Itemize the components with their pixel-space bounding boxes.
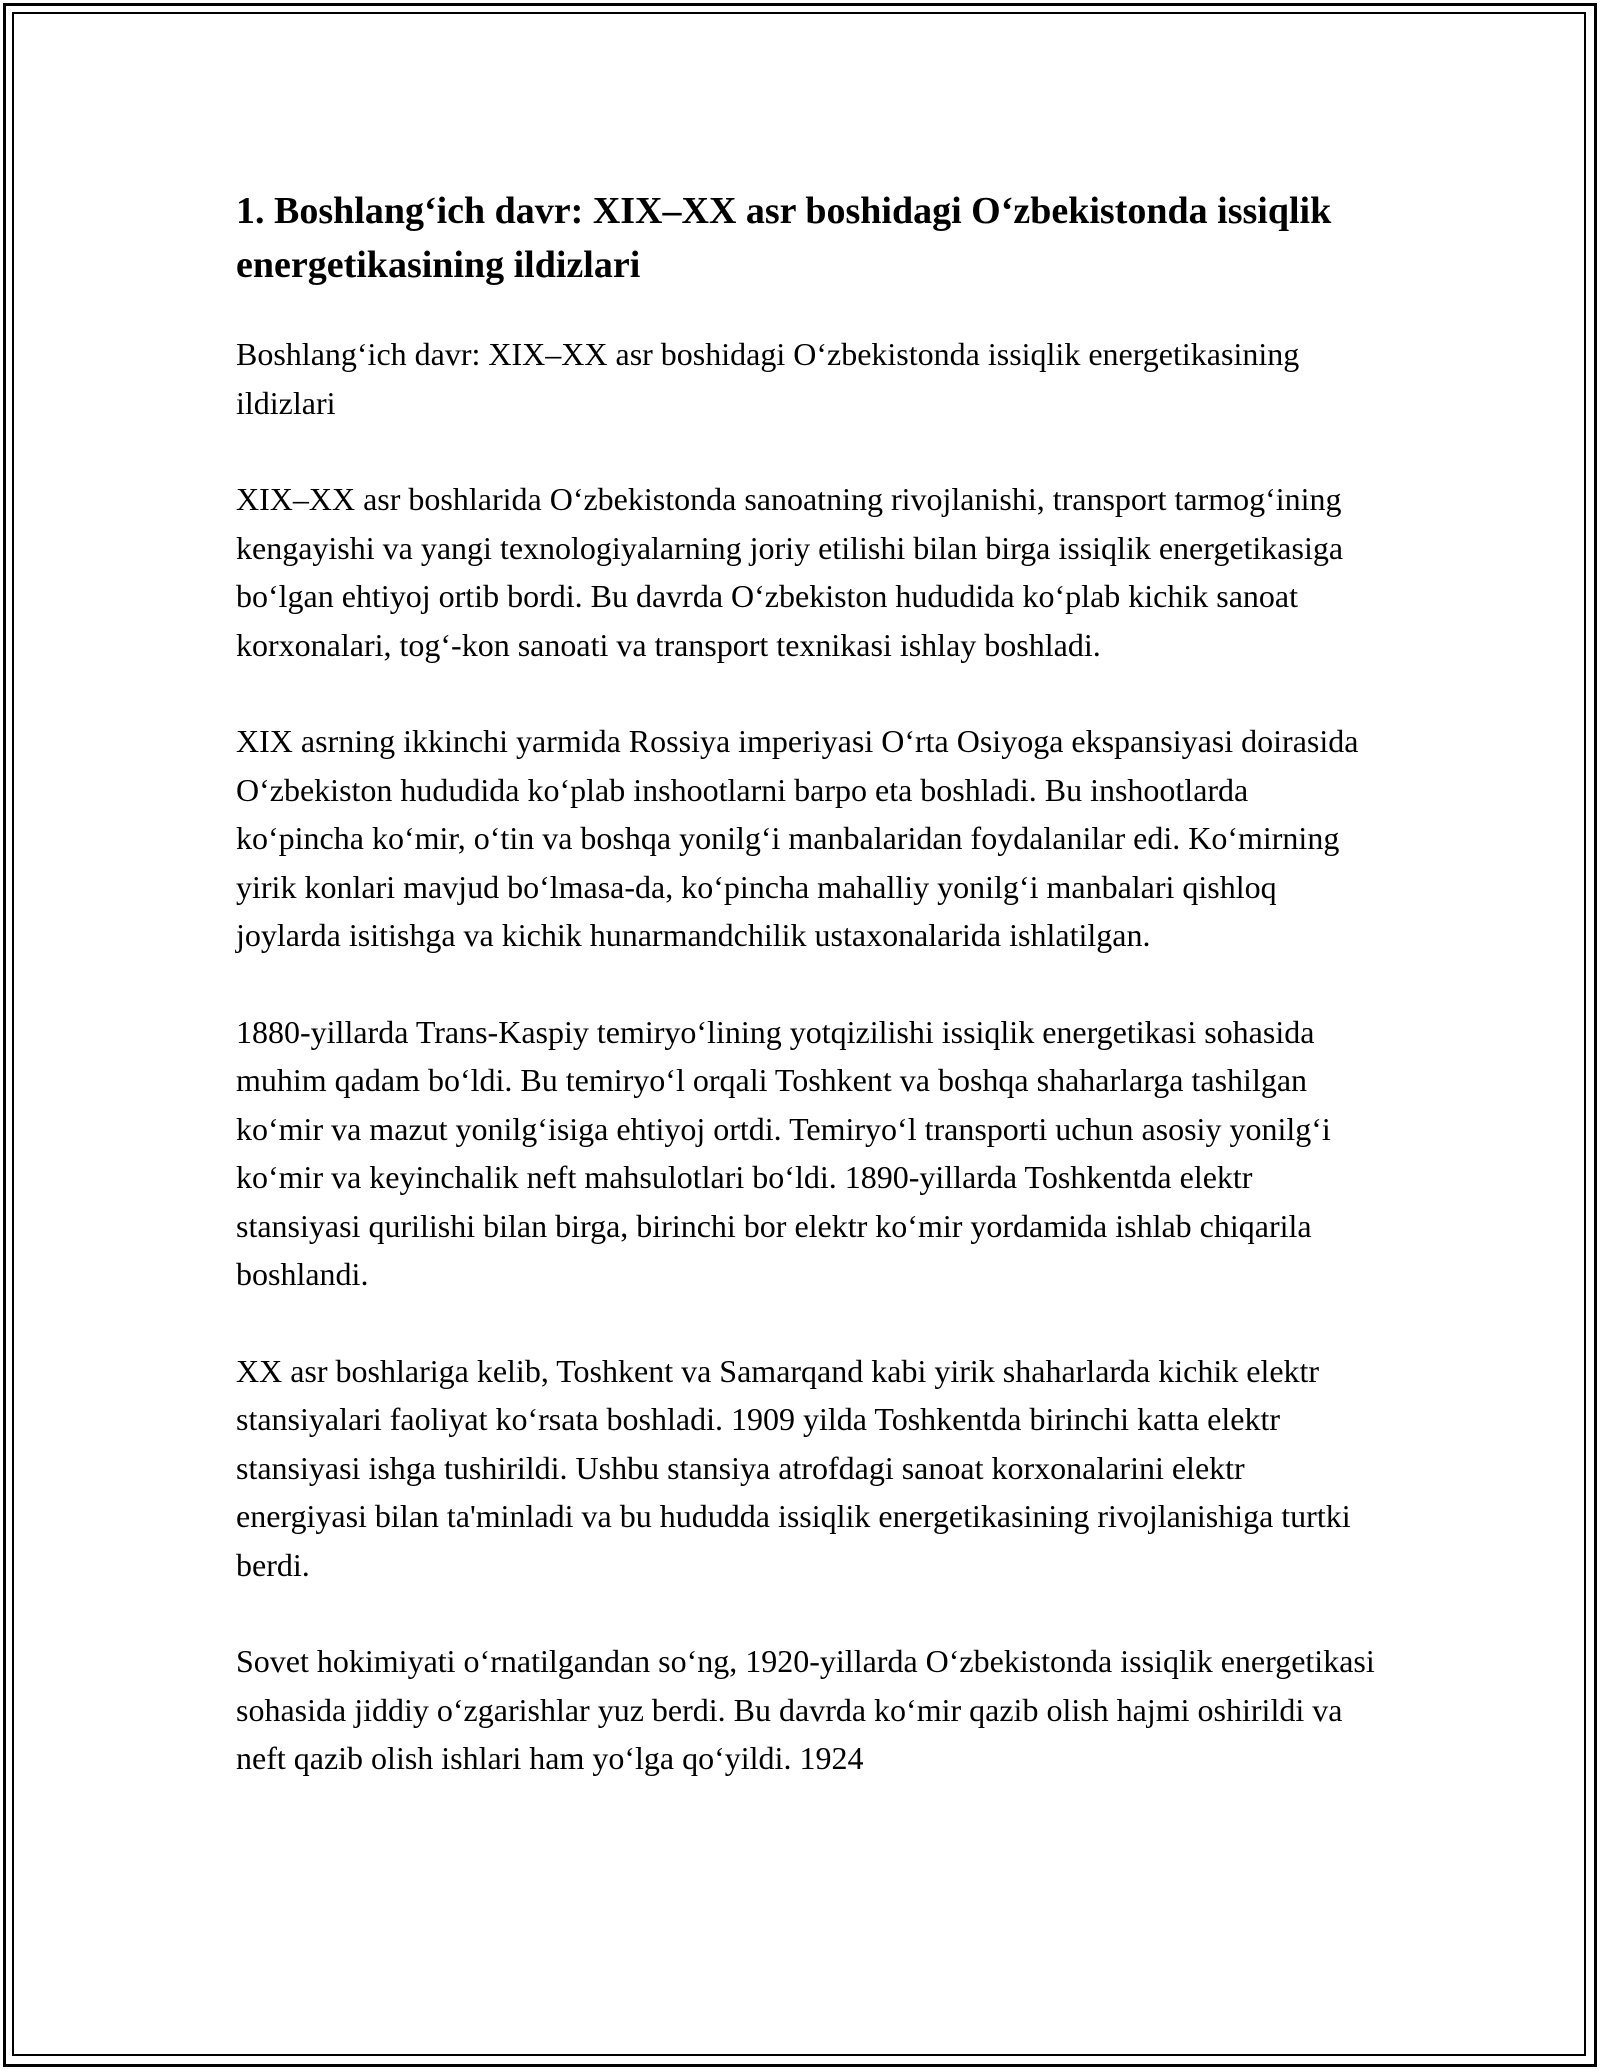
paragraph-3: 1880-yillarda Trans-Kaspiy temiryo‘lining yotqizilishi issiqlik energetikasi sohasida muhim qadam bo‘ldi. Bu temiryo‘l orqali Toshkent va boshqa shaharlarga tashilgan ko‘mir va mazut yonilg‘isiga ehtiyoj ortdi. Temiryo‘l transporti uchun asosiy yonilg‘i ko‘mir va keyinchalik neft mahsulotlari bo‘ldi. 1890-yillarda Toshkentda elektr stansiyasi qurilishi bilan birga, birinchi bor elektr ko‘mir yordamida ishlab chiqarila boshlandi.: [236, 1013, 1331, 1292]
document-body: [236, 184, 1376, 1831]
paragraph-1: XIX–XX asr boshlarida O‘zbekistonda sanoatning rivojlanishi, transport tarmog‘ining kengayishi va yangi texnologiyalarning joriy etilishi bilan birga issiqlik energetikasiga bo‘lgan ehtiyoj ortib bordi. Bu davrda O‘zbekiston hududida ko‘plab kichik sanoat korxonalari, tog‘-kon sanoati va transport texnikasi ishlay boshladi.: [236, 481, 1344, 663]
paragraph-subtitle: Boshlang‘ich davr: XIX–XX asr boshidagi O‘zbekistonda issiqlik energetikasining ildizlari: [236, 336, 1300, 421]
paragraph-2: XIX asrning ikkinchi yarmida Rossiya imperiyasi O‘rta Osiyoga ekspansiyasi doirasida O‘zbekiston hududida ko‘plab inshootlarni barpo eta boshladi. Bu inshootlarda ko‘pincha ko‘mir, o‘tin va boshqa yonilg‘i manbalaridan foydalanilar edi. Ko‘mirning yirik konlari mavjud bo‘lmasa-da, ko‘pincha mahalliy yonilg‘i manbalari qishloq joylarda isitishga va kichik hunarmandchilik ustaxonalarida ishlatilgan.: [236, 723, 1359, 953]
section-heading: 1. Boshlang‘ich davr: XIX–XX asr boshidagi O‘zbekistonda issiqlik energetikasining ildizlari: [236, 190, 1332, 286]
paragraph-4: XX asr boshlariga kelib, Toshkent va Samarqand kabi yirik shaharlarda kichik elektr stansiyalari faoliyat ko‘rsata boshladi. 1909 yilda Toshkentda birinchi katta elektr stansiyasi ishga tushirildi. Ushbu stansiya atrofdagi sanoat korxonalarini elektr energiyasi bilan ta'minladi va bu hududda issiqlik energetikasining rivojlanishiga turtki berdi.: [236, 1352, 1351, 1583]
paragraph-5: Sovet hokimiyati o‘rnatilgandan so‘ng, 1920-yillarda O‘zbekistonda issiqlik energetikasi sohasida jiddiy o‘zgarishlar yuz berdi. Bu davrda ko‘mir qazib olish hajmi oshirildi va neft qazib olish ishlari ham yo‘lga qo‘yildi. 1924: [236, 1643, 1375, 1776]
